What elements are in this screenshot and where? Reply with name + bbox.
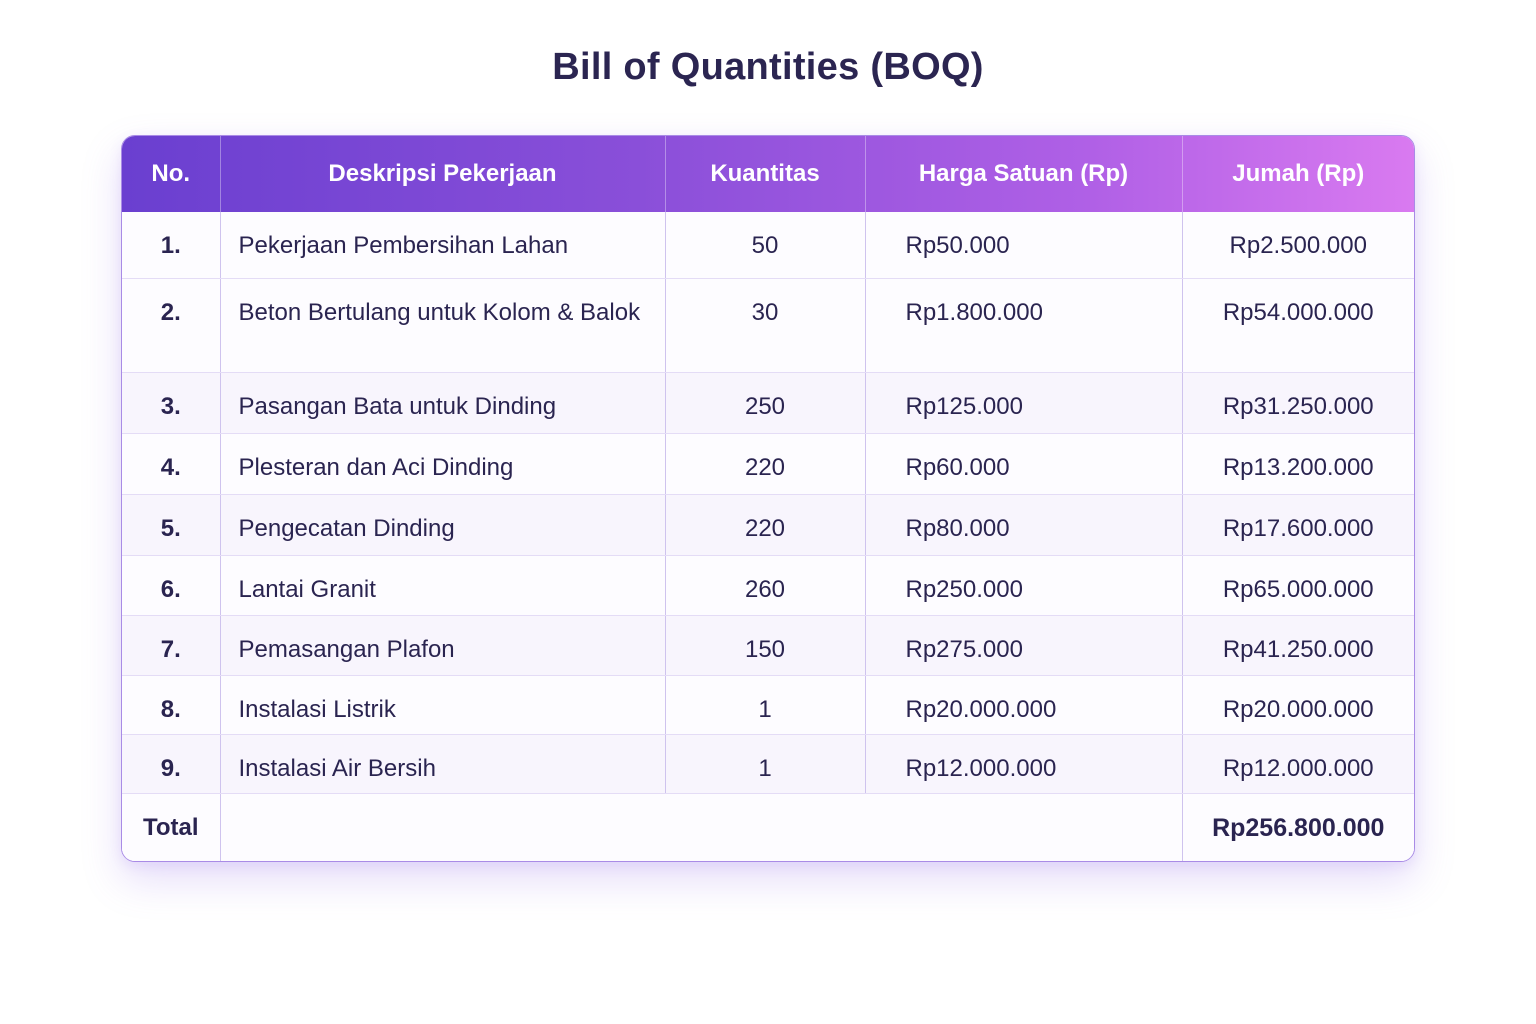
cell-quantity: 30 [665,278,865,372]
boq-table [122,136,1414,861]
table-row [122,372,1414,433]
cell-quantity: 220 [665,434,865,495]
cell-no: 9. [122,735,220,794]
cell-quantity: 50 [665,212,865,278]
table-row [122,735,1414,794]
cell-description: Instalasi Listrik [220,675,665,734]
table-row [122,675,1414,734]
total-spacer [220,794,1182,861]
boq-table-container [121,135,1415,862]
cell-description: Pengecatan Dinding [220,495,665,555]
cell-unit-price: Rp250.000 [865,555,1182,615]
cell-no: 1. [122,212,220,278]
cell-amount: Rp41.250.000 [1182,615,1414,675]
cell-description: Lantai Granit [220,555,665,615]
cell-quantity: 150 [665,615,865,675]
table-header-row [122,136,1414,212]
cell-unit-price: Rp80.000 [865,495,1182,555]
cell-no: 3. [122,372,220,433]
cell-amount: Rp20.000.000 [1182,675,1414,734]
cell-amount: Rp65.000.000 [1182,555,1414,615]
cell-quantity: 1 [665,735,865,794]
cell-no: 2. [122,278,220,372]
total-row [122,794,1414,861]
cell-amount: Rp17.600.000 [1182,495,1414,555]
cell-quantity: 260 [665,555,865,615]
cell-description: Beton Bertulang untuk Kolom & Balok [220,278,665,372]
page-title: Bill of Quantities (BOQ) [552,46,984,88]
table-row [122,615,1414,675]
table-row [122,278,1414,372]
cell-unit-price: Rp12.000.000 [865,735,1182,794]
cell-unit-price: Rp275.000 [865,615,1182,675]
cell-no: 5. [122,495,220,555]
table-row [122,555,1414,615]
table-row [122,495,1414,555]
cell-description: Pasangan Bata untuk Dinding [220,372,665,433]
header-amount: Jumah (Rp) [1232,160,1365,187]
cell-description: Instalasi Air Bersih [220,735,665,794]
cell-no: 4. [122,434,220,495]
cell-description: Pemasangan Plafon [220,615,665,675]
cell-amount: Rp54.000.000 [1182,278,1414,372]
cell-amount: Rp12.000.000 [1182,735,1414,794]
cell-unit-price: Rp1.800.000 [865,278,1182,372]
cell-description: Plesteran dan Aci Dinding [220,434,665,495]
cell-no: 7. [122,615,220,675]
total-amount: Rp256.800.000 [1182,794,1414,861]
cell-amount: Rp2.500.000 [1182,212,1414,278]
cell-no: 6. [122,555,220,615]
cell-unit-price: Rp60.000 [865,434,1182,495]
total-label: Total [122,794,220,861]
cell-amount: Rp13.200.000 [1182,434,1414,495]
cell-amount: Rp31.250.000 [1182,372,1414,433]
cell-unit-price: Rp125.000 [865,372,1182,433]
header-description: Deskripsi Pekerjaan [220,136,665,212]
table-row [122,212,1414,278]
header-no: No. [122,136,220,212]
cell-unit-price: Rp20.000.000 [865,675,1182,734]
header-quantity: Kuantitas [665,136,865,212]
header-unit-price: Harga Satuan (Rp) [865,136,1182,212]
cell-no: 8. [122,675,220,734]
table-row [122,434,1414,495]
cell-quantity: 250 [665,372,865,433]
cell-description: Pekerjaan Pembersihan Lahan [220,212,665,278]
cell-quantity: 220 [665,495,865,555]
cell-quantity: 1 [665,675,865,734]
cell-unit-price: Rp50.000 [865,212,1182,278]
